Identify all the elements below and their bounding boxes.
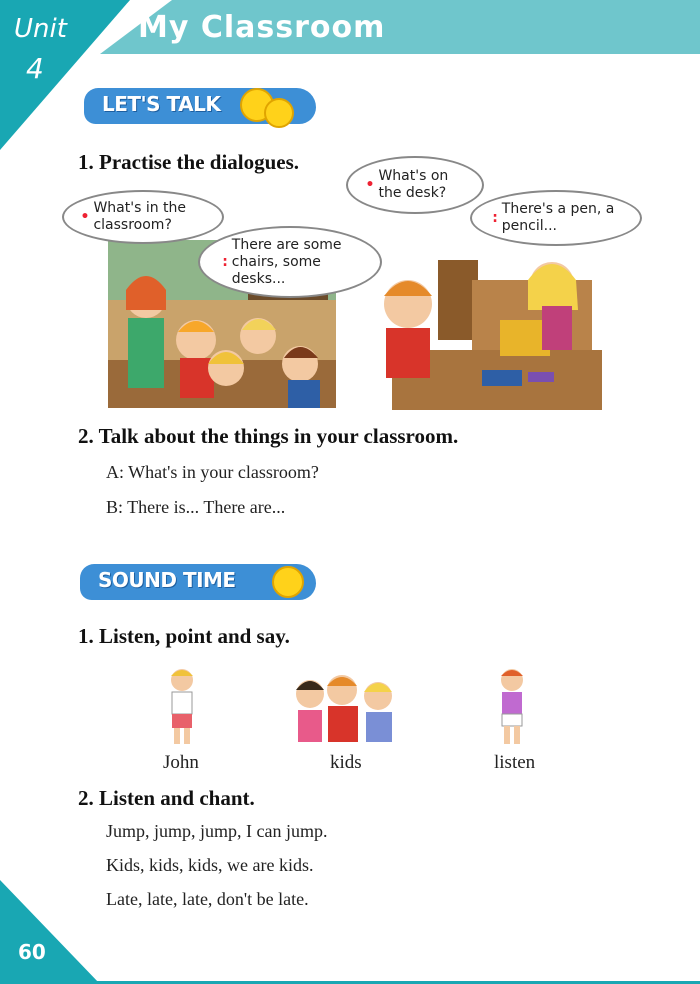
- word-label: kids: [330, 752, 362, 773]
- speech-bubble: • What's on the desk?: [346, 156, 484, 214]
- chant-line: Jump, jump, jump, I can jump.: [106, 821, 328, 841]
- sound-time-banner: [80, 560, 316, 604]
- speech-bubble: : There's a pen, a pencil...: [470, 190, 642, 246]
- footer-corner-triangle: [0, 880, 100, 984]
- listen-chant-heading: 2. Listen and chant.: [78, 786, 255, 810]
- kids-picture: [290, 668, 404, 742]
- practise-heading: 1. Practise the dialogues.: [78, 150, 300, 174]
- boy-john-picture: [160, 664, 204, 750]
- boy-listen-picture: [490, 664, 534, 750]
- desk-scene-illustration: [372, 240, 602, 410]
- smiley-icon: [264, 98, 294, 128]
- listen-point-heading: 1. Listen, point and say.: [78, 624, 290, 648]
- speech-bubble: : There are some chairs, some desks...: [198, 226, 382, 298]
- lets-talk-banner: [84, 84, 316, 128]
- unit-number: 4: [26, 52, 44, 85]
- word-label: listen: [494, 752, 536, 773]
- sound-time-banner-text: SOUND TIME: [98, 568, 236, 592]
- page-number: 60: [18, 940, 46, 964]
- talk-about-heading: 2. Talk about the things in your classroom.: [78, 424, 459, 448]
- speech-bubble: • What's in the classroom?: [62, 190, 224, 244]
- unit-label: Unit: [14, 14, 67, 44]
- smiley-icon: [272, 566, 304, 598]
- dialogue-line: B: There is... There are...: [106, 497, 286, 517]
- chant-line: Late, late, late, don't be late.: [106, 889, 309, 909]
- lets-talk-banner-text: LET'S TALK: [102, 92, 221, 116]
- dialogue-line: A: What's in your classroom?: [106, 462, 319, 482]
- word-label: John: [163, 752, 199, 773]
- chant-line: Kids, kids, kids, we are kids.: [106, 855, 314, 875]
- page-title: My Classroom: [138, 10, 386, 45]
